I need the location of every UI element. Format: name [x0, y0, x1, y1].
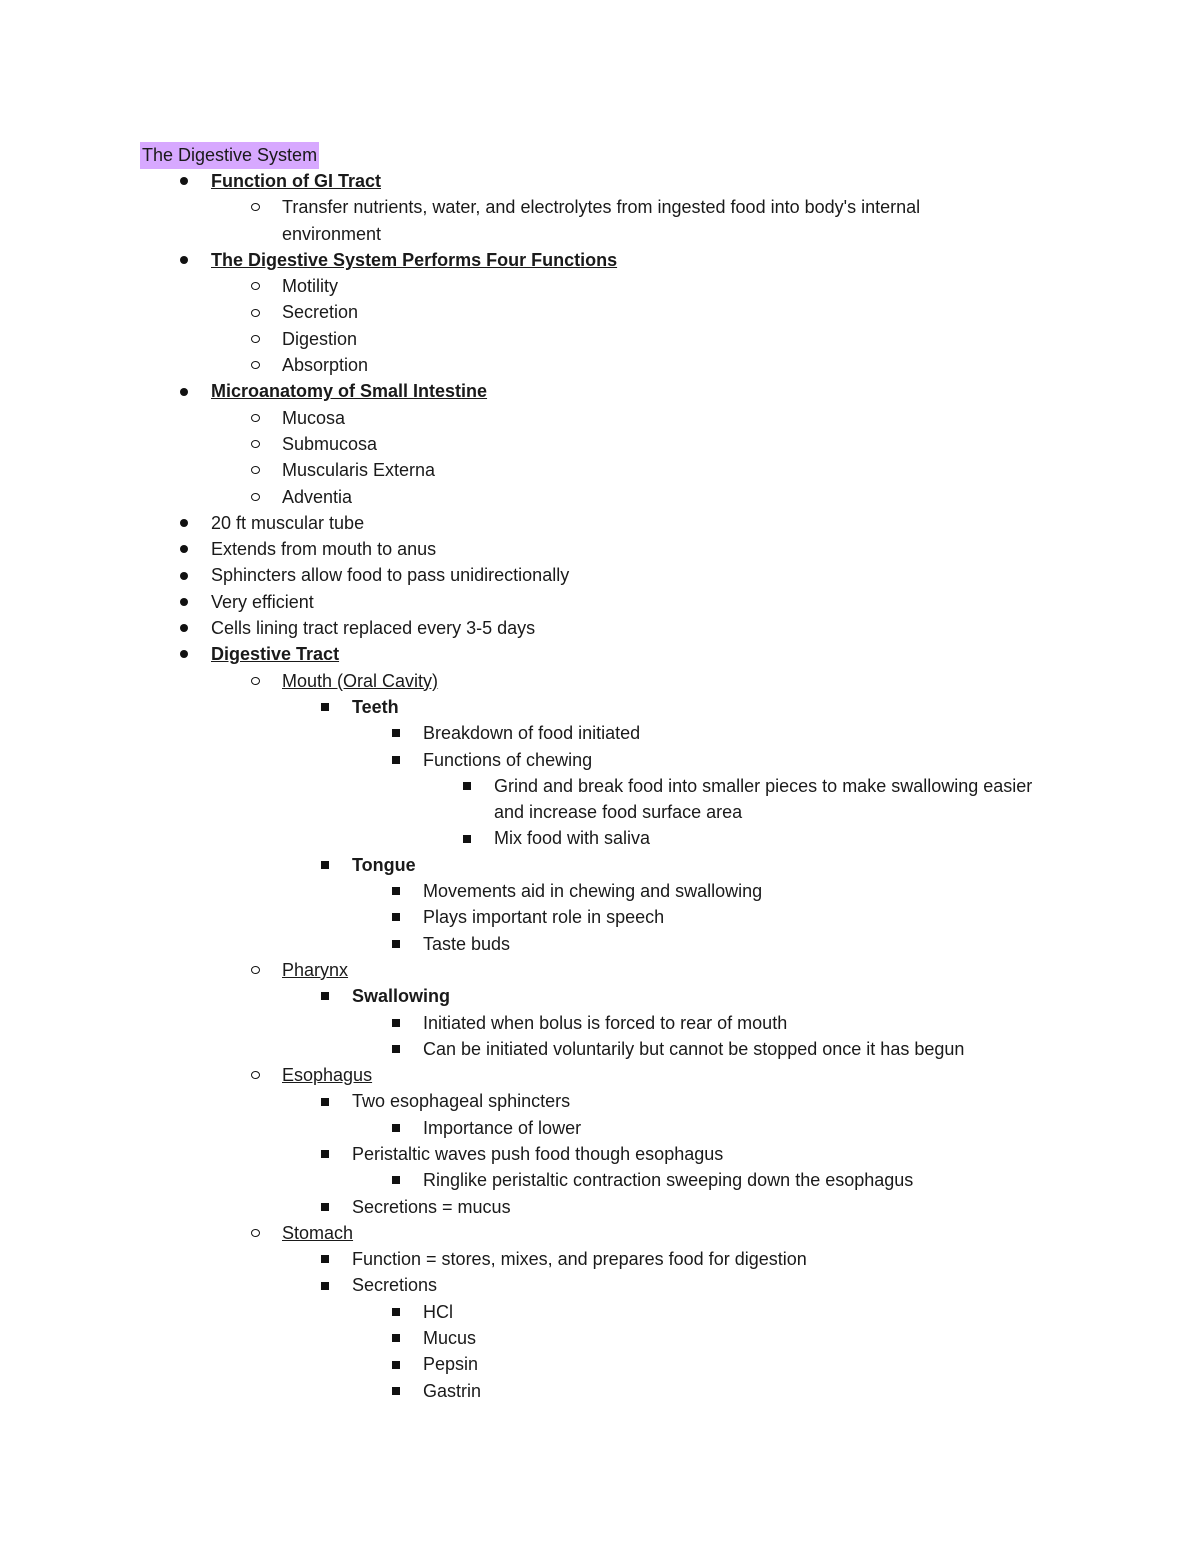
square-bullet-icon — [318, 1272, 332, 1298]
outline-item-level-1 — [0, 247, 1200, 273]
outline-item-text: Pharynx — [282, 959, 349, 980]
outline-item-text: 20 ft muscular tube — [211, 512, 365, 533]
outline-item-text: Secretions — [352, 1275, 438, 1296]
outline-item-text: Importance of lower — [423, 1117, 582, 1138]
outline-item-level-4 — [0, 1036, 1200, 1062]
outline-item-text: Digestion — [282, 328, 358, 349]
outline-item-level-2 — [0, 273, 1200, 299]
outline-item-text: Mucus — [423, 1328, 477, 1349]
square-bullet-icon — [318, 852, 332, 878]
circle-bullet-icon — [248, 273, 262, 299]
outline-item-level-4 — [0, 1351, 1200, 1377]
outline-item-text: Taste buds — [423, 933, 511, 954]
square-bullet-icon — [389, 1325, 403, 1351]
outline-item-level-1 — [0, 562, 1200, 588]
outline-item-level-2 — [0, 957, 1200, 983]
outline-item-text: Absorption — [282, 355, 369, 376]
outline-item-text: Muscularis Externa — [282, 460, 436, 481]
outline-item-text: Transfer nutrients, water, and electrolytes from ingested food into body's internal environment — [282, 197, 921, 244]
outline-item-text: Grind and break food into smaller pieces to make swallowing easier and increase food surface area — [494, 775, 1033, 823]
bullet-icon — [177, 168, 191, 194]
circle-bullet-icon — [248, 1062, 262, 1088]
bullet-icon — [177, 615, 191, 641]
square-bullet-icon — [389, 904, 403, 930]
outline-item-text: Tongue — [352, 854, 416, 875]
square-bullet-icon — [389, 1299, 403, 1325]
outline-item-text: HCl — [423, 1301, 453, 1322]
square-bullet-icon — [389, 747, 403, 773]
outline-item-level-1 — [0, 378, 1200, 404]
circle-bullet-icon — [248, 352, 262, 378]
outline-item-level-2 — [0, 431, 1200, 457]
circle-bullet-icon — [248, 484, 262, 510]
outline-item-level-1 — [0, 536, 1200, 562]
outline-item-text: Gastrin — [423, 1380, 482, 1401]
bullet-icon — [177, 562, 191, 588]
outline-item-level-4 — [0, 1167, 1200, 1193]
circle-bullet-icon — [248, 299, 262, 325]
outline-item-text: Movements aid in chewing and swallowing — [423, 881, 763, 902]
outline-item-text: Swallowing — [352, 986, 451, 1007]
outline-item-text: Functions of chewing — [423, 749, 593, 770]
square-bullet-icon — [389, 931, 403, 957]
outline-item-level-2 — [0, 352, 1200, 378]
bullet-icon — [177, 589, 191, 615]
outline-item-level-2 — [0, 1062, 1200, 1088]
outline-item-text: Mucosa — [282, 407, 346, 428]
square-bullet-icon — [389, 1378, 403, 1404]
outline-item-level-3 — [0, 1246, 1200, 1272]
outline-item-level-4 — [0, 1325, 1200, 1351]
outline-item-text: Esophagus — [282, 1065, 373, 1086]
circle-bullet-icon — [248, 405, 262, 431]
square-bullet-icon — [460, 825, 474, 851]
outline-item-text: Initiated when bolus is forced to rear of mouth — [423, 1012, 788, 1033]
outline-item-level-2 — [0, 299, 1200, 325]
outline-item-text: Mouth (Oral Cavity) — [282, 670, 439, 691]
outline-item-text: The Digestive System Performs Four Functions — [211, 249, 618, 270]
circle-bullet-icon — [248, 326, 262, 352]
outline-item-text: Adventia — [282, 486, 353, 507]
bullet-icon — [177, 641, 191, 667]
outline-item-text: Extends from mouth to anus — [211, 539, 437, 560]
outline-list — [0, 168, 1200, 1404]
outline-item-text: Sphincters allow food to pass unidirectionally — [211, 565, 570, 586]
outline-item-text: Digestive Tract — [211, 644, 340, 665]
outline-item-level-4 — [0, 1115, 1200, 1141]
outline-item-text: Secretion — [282, 302, 359, 323]
outline-item-text: Mix food with saliva — [494, 828, 651, 849]
square-bullet-icon — [318, 1194, 332, 1220]
square-bullet-icon — [318, 694, 332, 720]
square-bullet-icon — [389, 1010, 403, 1036]
outline-item-text: Stomach — [282, 1222, 354, 1243]
outline-item-level-4 — [0, 1299, 1200, 1325]
outline-item-level-2 — [0, 484, 1200, 510]
outline-item-text: Very efficient — [211, 591, 314, 612]
square-bullet-icon — [389, 1036, 403, 1062]
square-bullet-icon — [389, 720, 403, 746]
square-bullet-icon — [318, 1088, 332, 1114]
outline-item-level-4 — [0, 878, 1200, 904]
outline-item-level-1 — [0, 168, 1200, 194]
square-bullet-icon — [389, 1351, 403, 1377]
square-bullet-icon — [389, 1115, 403, 1141]
outline-item-level-3 — [0, 1088, 1200, 1114]
square-bullet-icon — [460, 773, 474, 799]
square-bullet-icon — [318, 983, 332, 1009]
outline-item-level-3 — [0, 983, 1200, 1009]
square-bullet-icon — [389, 1167, 403, 1193]
outline-item-text: Peristaltic waves push food though esophagus — [352, 1143, 724, 1164]
outline-item-level-2 — [0, 405, 1200, 431]
outline-item-text: Ringlike peristaltic contraction sweeping down the esophagus — [423, 1170, 914, 1191]
outline-item-level-2 — [0, 668, 1200, 694]
circle-bullet-icon — [248, 1220, 262, 1246]
outline-item-level-2 — [0, 1220, 1200, 1246]
circle-bullet-icon — [248, 194, 262, 220]
circle-bullet-icon — [248, 431, 262, 457]
outline-item-text: Two esophageal sphincters — [352, 1091, 571, 1112]
outline-item-level-5 — [0, 825, 1200, 851]
outline-item-level-4 — [0, 1010, 1200, 1036]
outline-item-text: Breakdown of food initiated — [423, 723, 641, 744]
outline-item-level-2 — [0, 326, 1200, 352]
outline-item-level-1 — [0, 589, 1200, 615]
bullet-icon — [177, 536, 191, 562]
outline-item-level-3 — [0, 1141, 1200, 1167]
outline-item-level-2 — [0, 457, 1200, 483]
outline-item-text: Plays important role in speech — [423, 907, 665, 928]
outline-item-level-3 — [0, 1272, 1200, 1298]
outline-item-text: Microanatomy of Small Intestine — [211, 381, 488, 402]
outline-item-level-3 — [0, 694, 1200, 720]
square-bullet-icon — [389, 878, 403, 904]
circle-bullet-icon — [248, 457, 262, 483]
outline-item-level-2 — [0, 194, 1200, 247]
outline-item-text: Cells lining tract replaced every 3-5 days — [211, 618, 536, 639]
outline-item-level-1 — [0, 615, 1200, 641]
bullet-icon — [177, 247, 191, 273]
outline-item-level-4 — [0, 1378, 1200, 1404]
outline-item-text: Function of GI Tract — [211, 171, 381, 191]
outline-item-level-4 — [0, 904, 1200, 930]
bullet-icon — [177, 378, 191, 404]
outline-item-level-3 — [0, 1194, 1200, 1220]
outline-item-level-4 — [0, 747, 1200, 773]
outline-item-text: Can be initiated voluntarily but cannot be stopped once it has begun — [423, 1038, 965, 1059]
document-title: The Digestive System — [140, 142, 319, 169]
circle-bullet-icon — [248, 957, 262, 983]
outline-item-text: Submucosa — [282, 433, 378, 454]
outline-item-text: Pepsin — [423, 1354, 479, 1375]
outline-item-level-3 — [0, 852, 1200, 878]
outline-item-level-4 — [0, 931, 1200, 957]
outline-item-text: Motility — [282, 276, 339, 297]
outline-item-text: Function = stores, mixes, and prepares food for digestion — [352, 1249, 807, 1270]
outline-item-level-4 — [0, 720, 1200, 746]
outline-item-text: Secretions = mucus — [352, 1196, 511, 1217]
square-bullet-icon — [318, 1141, 332, 1167]
outline-item-level-5 — [0, 773, 1200, 826]
outline-item-text: Teeth — [352, 696, 399, 717]
square-bullet-icon — [318, 1246, 332, 1272]
outline-item-level-1 — [0, 641, 1200, 667]
circle-bullet-icon — [248, 668, 262, 694]
bullet-icon — [177, 510, 191, 536]
outline-item-level-1 — [0, 510, 1200, 536]
